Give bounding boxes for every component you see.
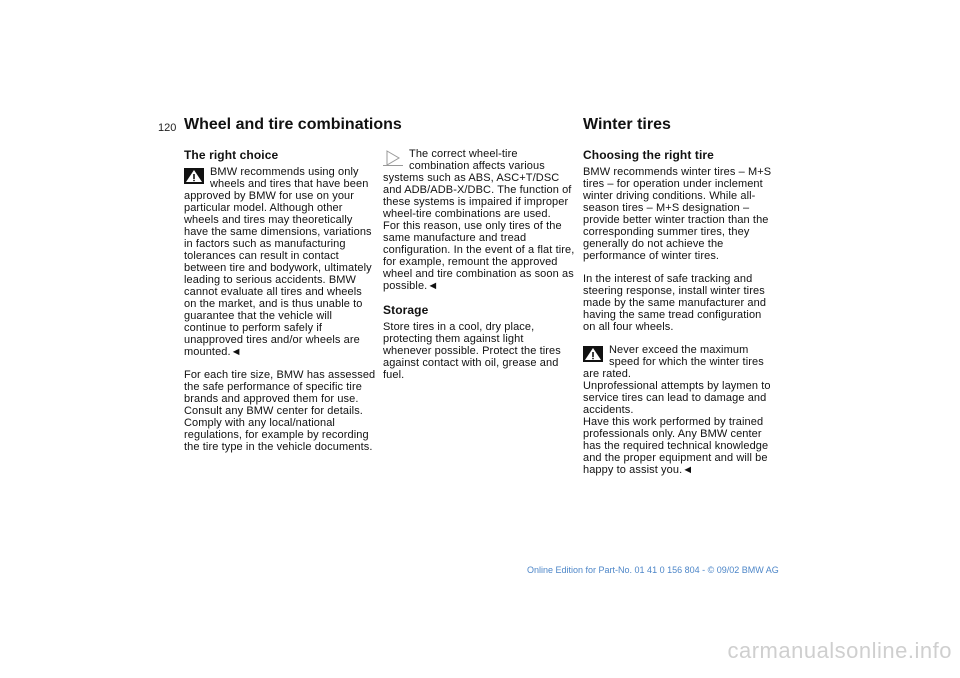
end-mark-icon: ◄	[427, 280, 439, 292]
end-mark-icon: ◄	[682, 464, 694, 476]
warning-text: BMW recommends using only wheels and tires that have been approved by BMW for use on your particular model. Although other wheels and tires may theoretically have the same dimensions, variations in factors such as manufacturing tolerances can result in contact between tire and bodywork, ultimately leading to serious accidents. BMW cannot evaluate all tires and wheels on the market, and is thus unable to guarantee that the vehicle will continue to perform safely if unapproved tires and/or wheels are mounted.	[184, 166, 372, 358]
column-right-choice	[184, 148, 376, 453]
note-paragraph-2	[383, 220, 575, 292]
paragraph-tire-assessment: For each tire size, BMW has assessed the safe performance of specific tire brands and approved them for use. Consult any BMW center for details. Comply with any local/national regulations, for example by recording the tire type in the vehicle documents.	[184, 369, 376, 453]
warning-text-speed: Never exceed the maximum speed for which the winter tires are rated.	[583, 344, 764, 380]
heading-storage: Storage	[383, 303, 429, 317]
storage-text: Store tires in a cool, dry place, protecting them against light whenever possible. Protect the tires against contact with oil, grease and fuel.	[383, 321, 561, 381]
page-number: 120	[158, 122, 177, 134]
left-section-title: Wheel and tire combinations	[184, 116, 402, 133]
note-arrow-icon	[383, 150, 403, 166]
note-text-2: For this reason, use only tires of the same manufacture and tread configuration. In the event of a flat tire, for example, remount the approved wheel and tire combination as soon as possible.	[383, 220, 575, 292]
warning-text-laymen: Unprofessional attempts by laymen to service tires can lead to damage and accidents.	[583, 380, 771, 416]
warning-paragraph-professionals	[583, 416, 775, 476]
column-winter-tires	[583, 148, 775, 476]
end-mark-icon: ◄	[230, 346, 242, 358]
note-text: The correct wheel-tire combination affects various systems such as ABS, ASC+T/DSC and ADB/ADB-X/DBC. The function of these systems is impaired if improper wheel-tire combinations are used.	[383, 148, 572, 220]
warning-paragraph	[184, 166, 376, 358]
column-note-storage	[383, 148, 575, 381]
paragraph-winter-recommendation: BMW recommends winter tires – M+S tires – for operation under inclement winter driving conditions. While all-season tires – M+S designation – provide better winter traction than the corresponding summer tires, they generally do not achieve the performance of winter tires.	[583, 166, 772, 262]
footer-edition: Online Edition for Part-No. 01 41 0 156 804 - © 09/02 BMW AG	[527, 565, 779, 575]
heading-choosing-tire: Choosing the right tire	[583, 148, 714, 162]
paragraph-safe-tracking: In the interest of safe tracking and steering response, install winter tires made by the same manufacturer and having the same tread configuration on all four wheels.	[583, 273, 767, 333]
warning-text-professionals: Have this work performed by trained professionals only. Any BMW center has the required technical knowledge and the proper equipment and will be happy to assist you.	[583, 416, 769, 476]
watermark: carmanualsonline.info	[727, 638, 952, 663]
right-section-title: Winter tires	[583, 116, 671, 133]
heading-right-choice: The right choice	[184, 148, 279, 162]
warning-icon	[583, 346, 603, 362]
warning-icon	[184, 168, 204, 184]
warning-paragraph-speed	[583, 344, 775, 380]
note-paragraph	[383, 148, 575, 220]
